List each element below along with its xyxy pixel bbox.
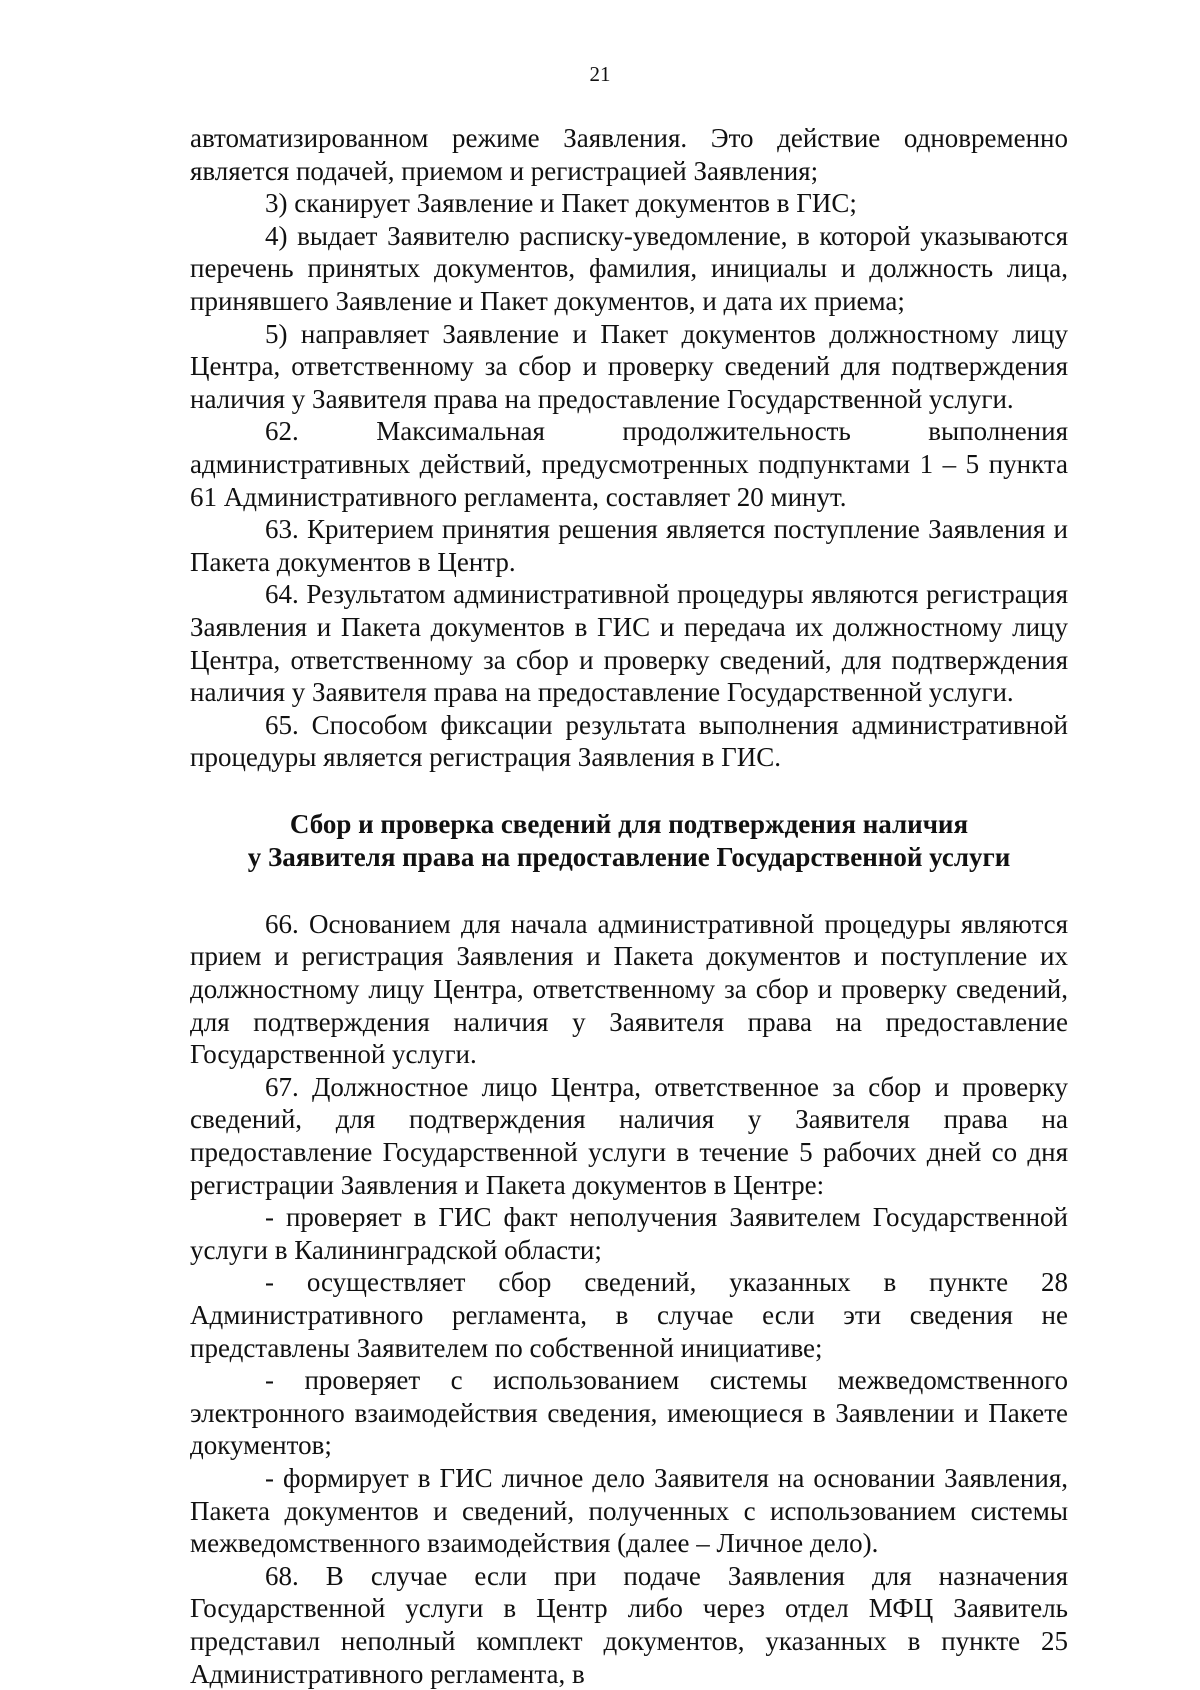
section-heading-line-1: Сбор и проверка сведений для подтверждения наличия xyxy=(289,808,969,839)
paragraphs-before xyxy=(190,122,1068,774)
paragraph: 68. В случае если при подаче Заявления для назначения Государственной услуги в Центр либо через отдел МФЦ Заявитель представил неполный комплект документов, указанных в пункте 25 Административного регламента, в xyxy=(190,1560,1068,1689)
paragraph: 3) сканирует Заявление и Пакет документов в ГИС; xyxy=(265,188,857,219)
paragraphs-after xyxy=(190,908,1068,1690)
document-body xyxy=(190,122,1068,1690)
paragraph: - формирует в ГИС личное дело Заявителя на основании Заявления, Пакета документов и сведений, полученных с использованием системы межведомственного взаимодействия (далее – Личное дело). xyxy=(190,1462,1068,1559)
paragraph: 64. Результатом административной процедуры являются регистрация Заявления и Пакета документов в ГИС и передача их должностному лицу Центра, ответственному за сбор и проверку сведений, для подтверждения наличия у Заявителя права на предоставление Государственной услуги. xyxy=(190,579,1068,708)
paragraph: 63. Критерием принятия решения является поступление Заявления и Пакета документов в Центр. xyxy=(190,514,1068,577)
paragraph: 5) направляет Заявление и Пакет документов должностному лицу Центра, ответственному за сбор и проверку сведений для подтверждения наличия у Заявителя права на предоставление Государственной услуги. xyxy=(190,318,1068,414)
paragraph: 62. Максимальная продолжительность выполнения административных действий, предусмотренных подпунктами 1 – 5 пункта 61 Административного регламента, составляет 20 минут. xyxy=(190,416,1068,512)
section-heading xyxy=(190,808,1068,874)
page-number: 21 xyxy=(589,62,611,86)
paragraph: 4) выдает Заявителю расписку-уведомление, в которой указываются перечень принятых документов, фамилия, инициалы и должность лица, принявшего Заявление и Пакет документов, и дата их приема; xyxy=(190,220,1068,316)
section-heading-line-2: у Заявителя права на предоставление Государственной услуги xyxy=(247,841,1011,872)
paragraph: - проверяет в ГИС факт неполучения Заявителем Государственной услуги в Калининградской области; xyxy=(190,1202,1068,1265)
paragraph: - осуществляет сбор сведений, указанных в пункте 28 Административного регламента, в случае если эти сведения не представлены Заявителем по собственной инициативе; xyxy=(190,1267,1068,1363)
paragraph: 65. Способом фиксации результата выполнения административной процедуры является регистрация Заявления в ГИС. xyxy=(190,709,1068,773)
paragraph: - проверяет с использованием системы межведомственного электронного взаимодействия сведения, имеющиеся в Заявлении и Пакете документов; xyxy=(190,1365,1068,1461)
paragraph: 66. Основанием для начала административной процедуры являются прием и регистрация Заявления и Пакета документов и поступление их должностному лицу Центра, ответственному за сбор и проверку сведений, для подтверждения наличия у Заявителя права на предоставление Государственной услуги. xyxy=(190,908,1068,1070)
paragraph: 67. Должностное лицо Центра, ответственное за сбор и проверку сведений, для подтверждения наличия у Заявителя права на предоставление Государственной услуги в течение 5 рабочих дней со дня регистрации Заявления и Пакета документов в Центре: xyxy=(190,1071,1068,1200)
paragraph: автоматизированном режиме Заявления. Это действие одновременно является подачей, приемом и регистрацией Заявления; xyxy=(190,123,1068,186)
